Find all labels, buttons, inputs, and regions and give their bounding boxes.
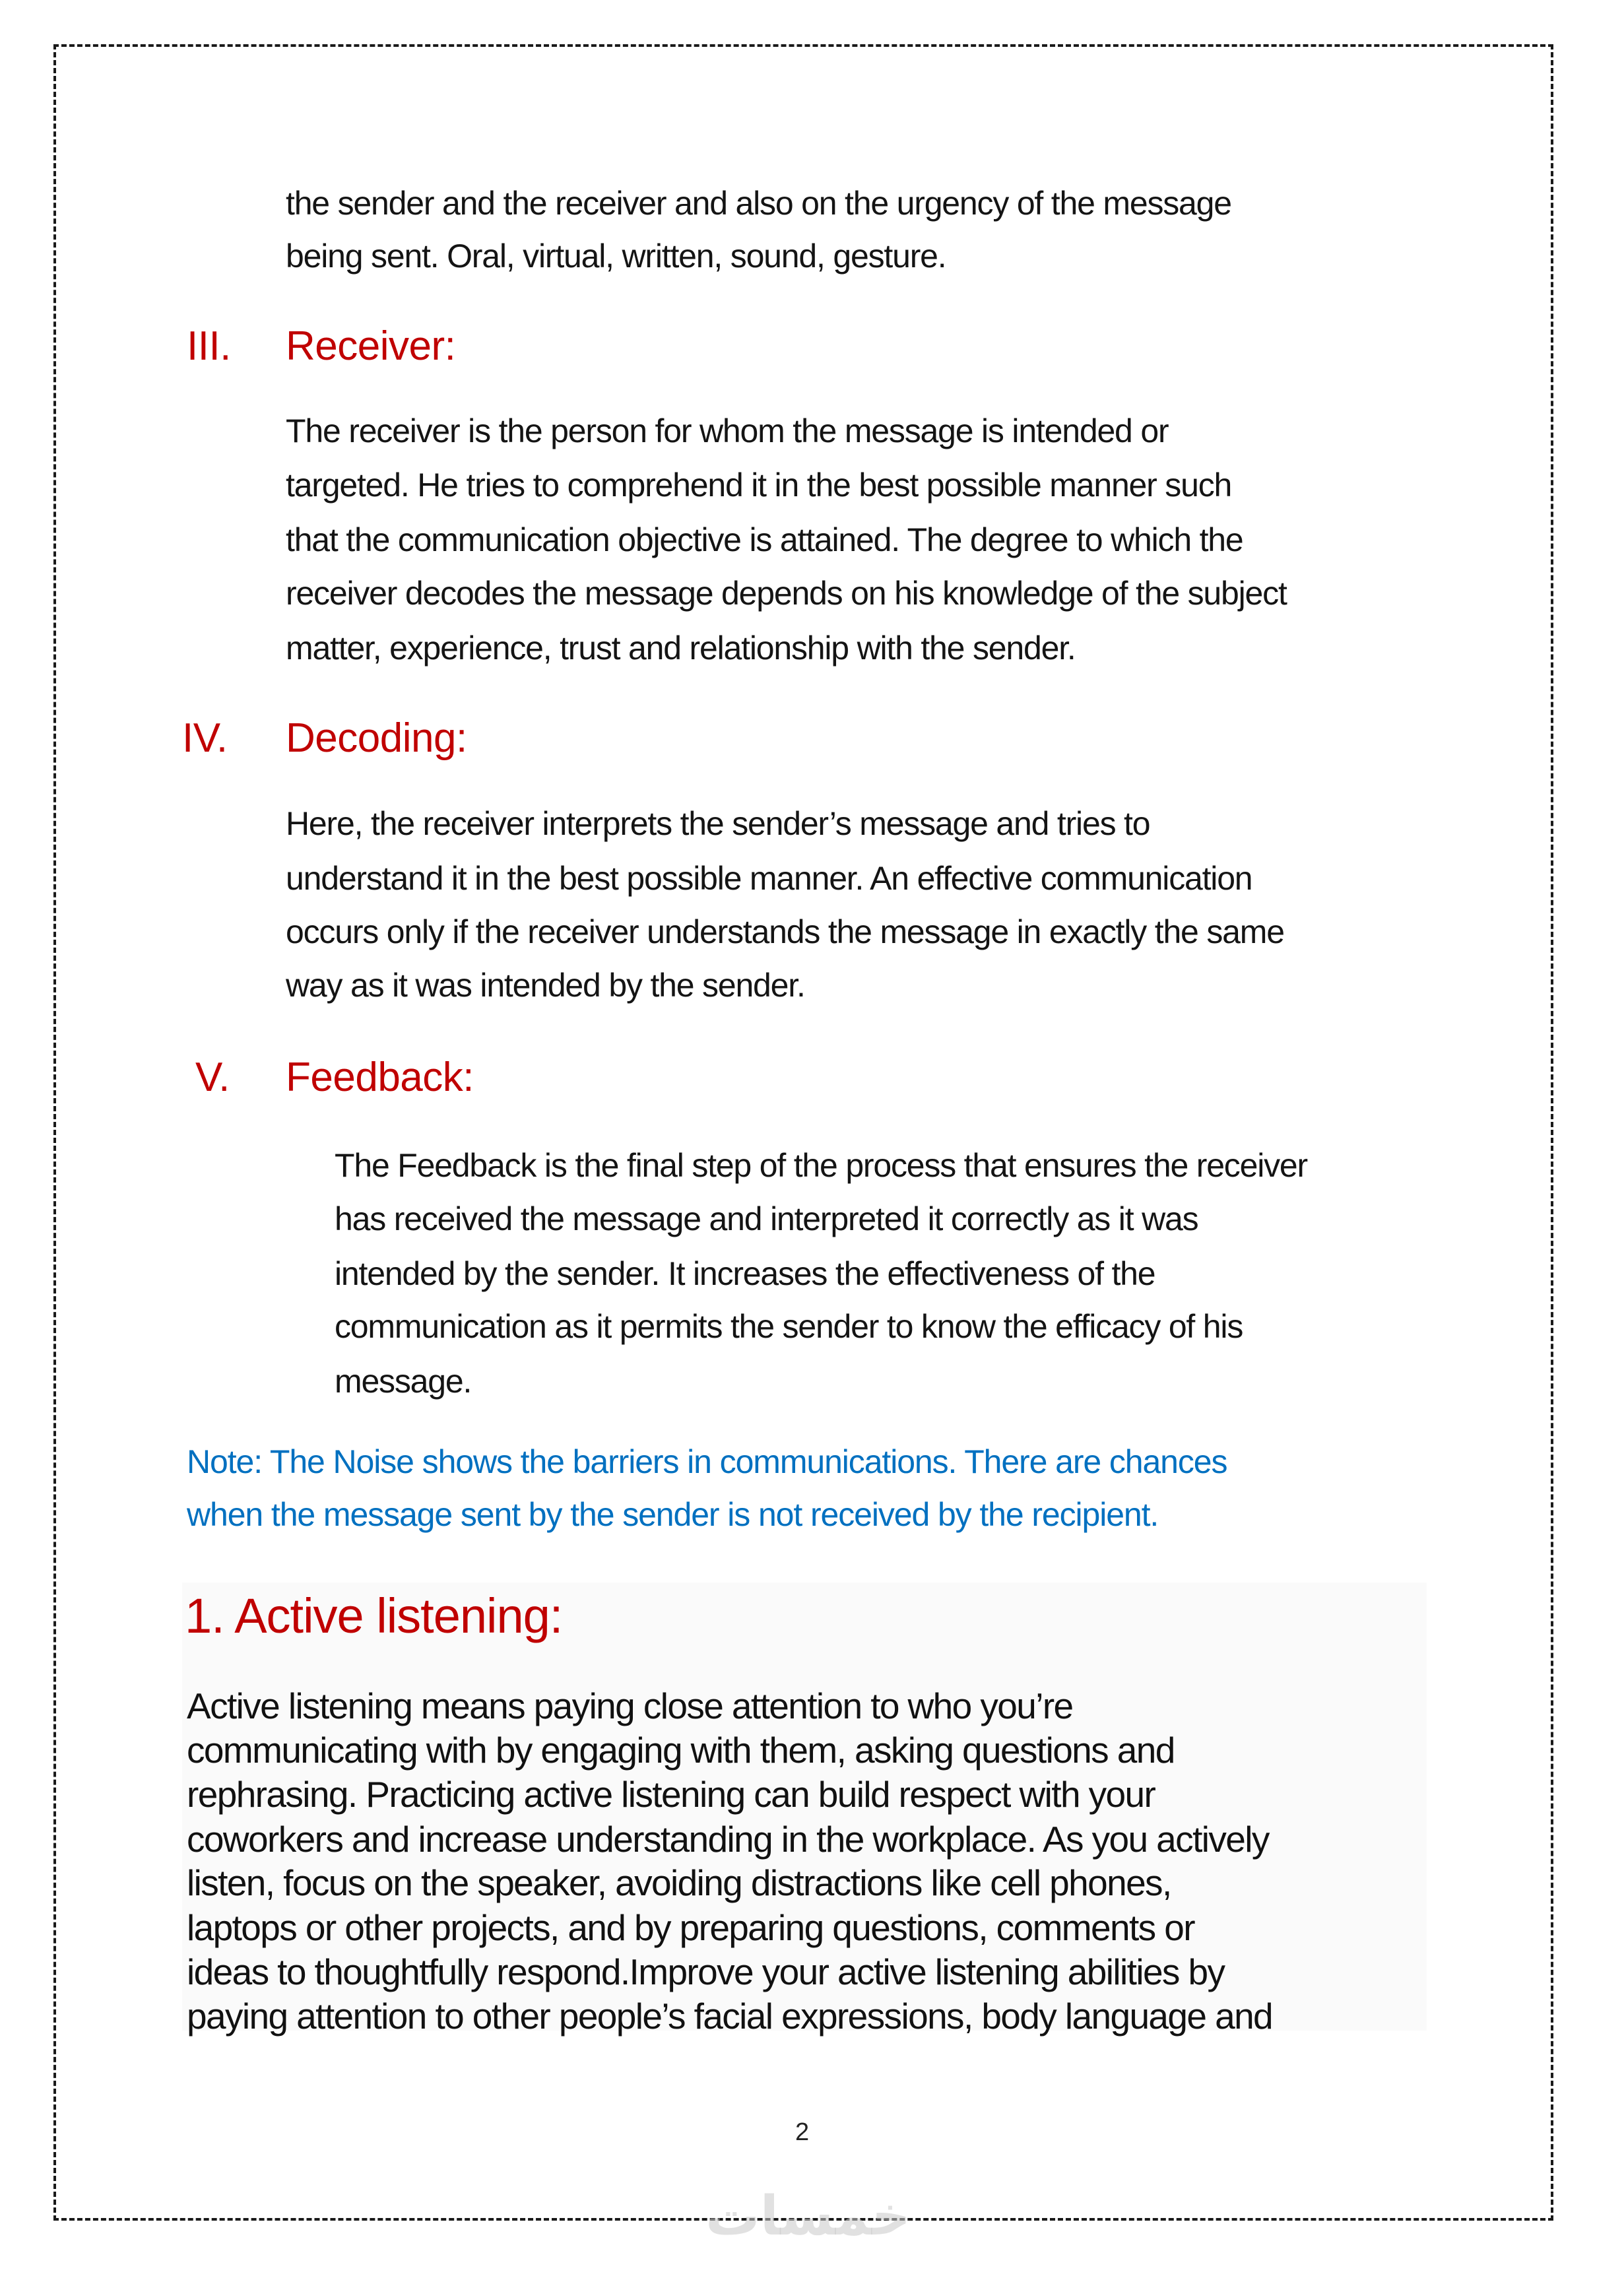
intro-line: being sent. Oral, virtual, written, sound, gesture.	[286, 238, 946, 275]
feedback-line: has received the message and interpreted it correctly as it was	[335, 1200, 1198, 1237]
watermark-logo: خمسات	[705, 2185, 911, 2248]
receiver-line: that the communication objective is attained. The degree to which the	[286, 521, 1243, 558]
active-listening-heading: 1. Active listening:	[185, 1588, 563, 1643]
active-listening-line: communicating with by engaging with them, asking questions and	[187, 1730, 1175, 1771]
section-heading-feedback: Feedback:	[286, 1055, 474, 1100]
active-listening-line: coworkers and increase understanding in the workplace. As you actively	[187, 1819, 1269, 1860]
feedback-line: message.	[335, 1363, 472, 1400]
page-number: 2	[795, 2118, 810, 2146]
active-listening-line: ideas to thoughtfully respond.Improve your active listening abilities by	[187, 1951, 1225, 1992]
active-listening-line: Active listening means paying close attention to who you’re	[187, 1685, 1073, 1726]
decoding-line: understand it in the best possible manner. An effective communication	[286, 860, 1252, 897]
active-listening-line: rephrasing. Practicing active listening can build respect with your	[187, 1774, 1155, 1815]
feedback-line: communication as it permits the sender to know the efficacy of his	[335, 1308, 1243, 1345]
decoding-line: occurs only if the receiver understands the message in exactly the same	[286, 913, 1284, 950]
intro-line: the sender and the receiver and also on the urgency of the message	[286, 185, 1231, 222]
section-heading-receiver: Receiver:	[286, 323, 456, 369]
receiver-line: The receiver is the person for whom the message is intended or	[286, 412, 1169, 449]
decoding-line: Here, the receiver interprets the sender’s message and tries to	[286, 805, 1150, 842]
active-listening-line: paying attention to other people’s facial expressions, body language and	[187, 1996, 1273, 2037]
note-line: when the message sent by the sender is not received by the recipient.	[187, 1496, 1159, 1533]
section-numeral-receiver: III.	[187, 323, 231, 369]
feedback-line: The Feedback is the final step of the process that ensures the receiver	[335, 1147, 1307, 1184]
receiver-line: targeted. He tries to comprehend it in the best possible manner such	[286, 467, 1232, 504]
decoding-line: way as it was intended by the sender.	[286, 967, 805, 1004]
section-numeral-feedback: V.	[195, 1055, 230, 1100]
receiver-line: matter, experience, trust and relationship with the sender.	[286, 630, 1076, 667]
section-numeral-decoding: IV.	[182, 715, 228, 761]
receiver-line: receiver decodes the message depends on his knowledge of the subject	[286, 575, 1287, 612]
note-line: Note: The Noise shows the barriers in communications. There are chances	[187, 1443, 1227, 1480]
active-listening-line: laptops or other projects, and by preparing questions, comments or	[187, 1907, 1194, 1948]
section-heading-decoding: Decoding:	[286, 715, 467, 761]
active-listening-line: listen, focus on the speaker, avoiding distractions like cell phones,	[187, 1862, 1171, 1903]
feedback-line: intended by the sender. It increases the effectiveness of the	[335, 1255, 1155, 1292]
